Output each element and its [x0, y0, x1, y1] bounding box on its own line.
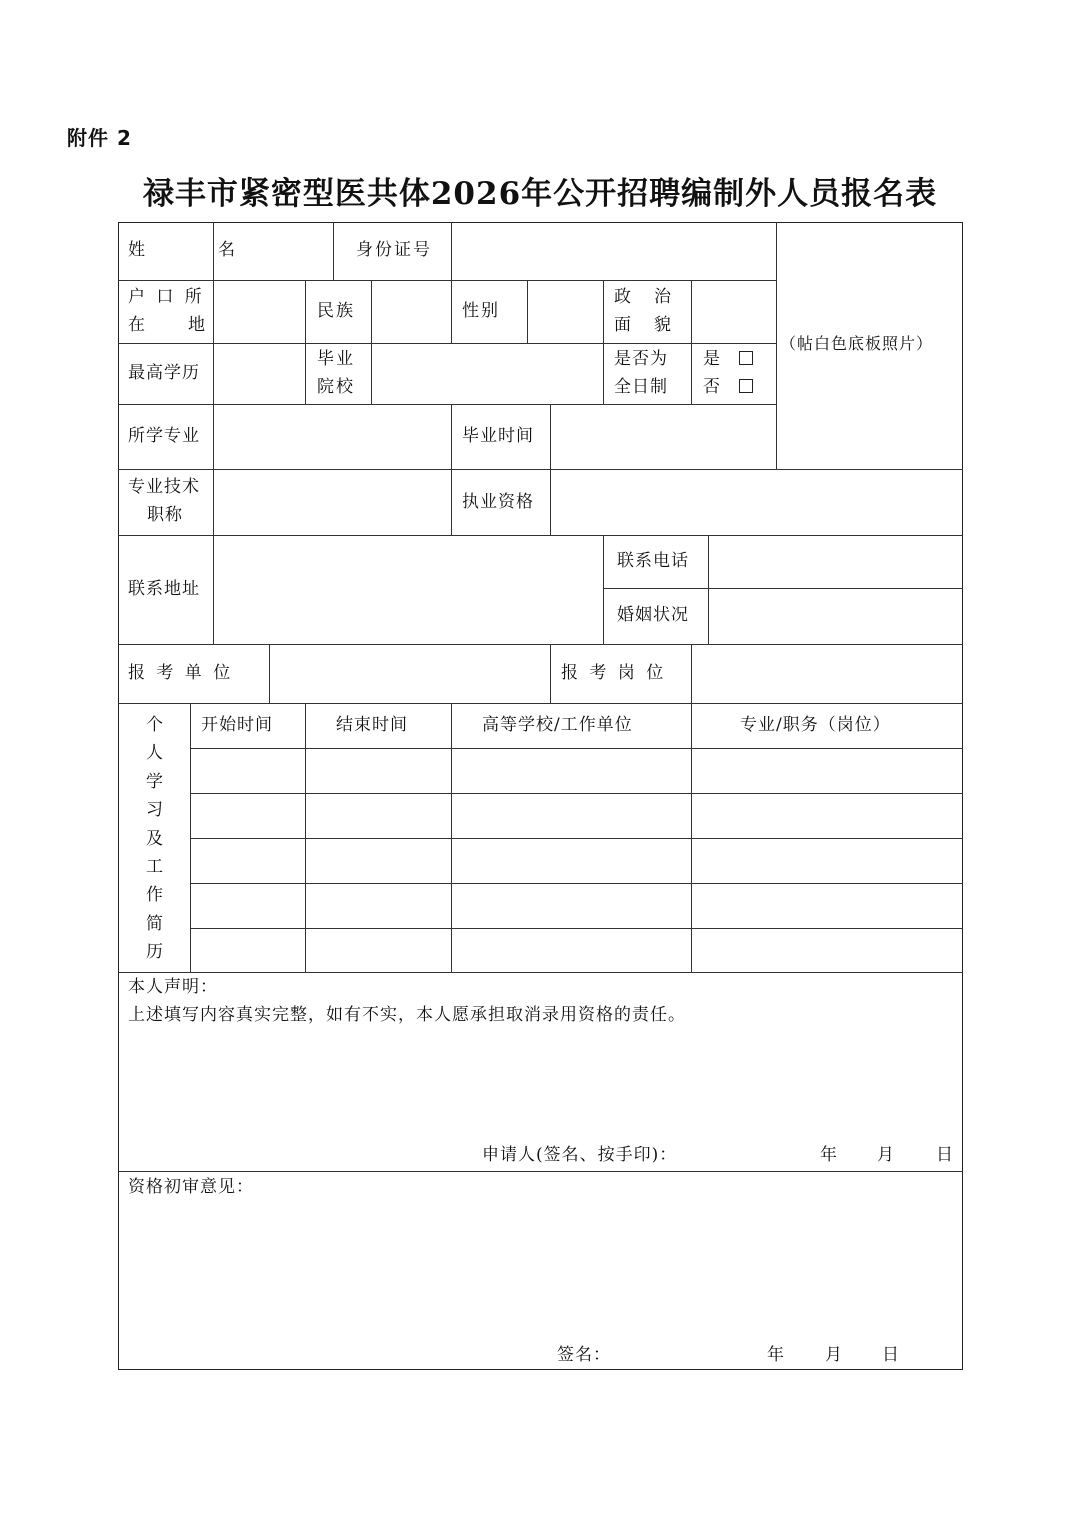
professional-title-label-line1: 专业技术: [128, 477, 200, 497]
political-label-line2: 面 貌: [614, 315, 674, 335]
column-divider: [603, 535, 604, 644]
resume-label-char: 及: [146, 828, 163, 849]
row-divider: [118, 972, 963, 973]
fulltime-label-line1: 是否为: [614, 349, 668, 369]
graduate-school-label-line1: 毕业: [317, 349, 355, 369]
review-heading: 资格初审意见：: [128, 1177, 254, 1197]
column-divider: [691, 644, 692, 972]
row-divider: [118, 644, 963, 645]
row-divider: [118, 404, 776, 405]
fulltime-yes-label: 是: [703, 349, 721, 369]
row-divider: [118, 280, 776, 281]
column-divider: [451, 404, 452, 535]
fulltime-label-line2: 全日制: [614, 377, 668, 397]
row-divider: [118, 343, 776, 344]
form-title: 禄丰市紧密型医共体2026年公开招聘编制外人员报名表: [142, 176, 938, 212]
review-year: 年: [767, 1345, 785, 1365]
attachment-label: 附件 2: [67, 126, 132, 150]
column-divider: [190, 703, 191, 972]
resume-label-char: 人: [146, 743, 163, 764]
declaration-year: 年: [820, 1145, 838, 1165]
name-label: 姓 名: [128, 240, 263, 260]
resume-header-school: 高等学校/工作单位: [482, 715, 633, 735]
resume-label-char: 习: [146, 800, 163, 821]
political-label-line1: 政 治: [614, 287, 674, 307]
address-label: 联系地址: [128, 579, 200, 599]
phone-label: 联系电话: [617, 551, 689, 571]
row-divider: [603, 588, 963, 589]
ethnicity-label: 民族: [317, 301, 355, 321]
household-label-line1: 户 口 所: [128, 287, 205, 307]
fulltime-yes-option[interactable]: [703, 345, 753, 373]
column-divider: [305, 280, 306, 404]
column-divider: [305, 703, 306, 972]
fulltime-no-option[interactable]: [703, 373, 753, 401]
gender-label: 性别: [462, 301, 500, 321]
column-divider: [776, 222, 777, 469]
applicant-signature-label: 申请人(签名、按手印)：: [482, 1145, 678, 1165]
declaration-text: 上述填写内容真实完整，如有不实，本人愿承担取消录用资格的责任。: [128, 1005, 686, 1025]
column-divider: [691, 280, 692, 404]
review-day: 日: [882, 1345, 900, 1365]
column-divider: [451, 703, 452, 972]
row-divider: [118, 1171, 963, 1172]
photo-label: （帖白色底板照片）: [780, 334, 934, 353]
graduation-time-label: 毕业时间: [462, 426, 534, 446]
declaration-day: 日: [936, 1145, 954, 1165]
review-month: 月: [825, 1345, 843, 1365]
declaration-heading: 本人声明：: [128, 977, 218, 997]
checkbox-icon[interactable]: [739, 351, 753, 365]
fulltime-no-label: 否: [703, 377, 721, 397]
column-divider: [550, 644, 551, 703]
id-number-label: 身份证号: [356, 240, 432, 260]
column-divider: [550, 404, 551, 535]
qualification-label: 执业资格: [462, 492, 534, 512]
major-label: 所学专业: [128, 426, 200, 446]
apply-unit-label: 报 考 单 位: [128, 663, 234, 683]
resume-header-end: 结束时间: [336, 715, 408, 735]
household-label-line2: 在 地: [128, 315, 208, 335]
resume-label-char: 个: [146, 715, 163, 735]
column-divider: [371, 280, 372, 404]
resume-header-position: 专业/职务（岗位）: [740, 715, 891, 735]
checkbox-icon[interactable]: [739, 379, 753, 393]
column-divider: [708, 535, 709, 644]
resume-label-char: 工: [146, 857, 163, 878]
resume-label-char: 历: [146, 942, 163, 963]
reviewer-signature-label: 签名：: [557, 1345, 611, 1365]
resume-label-char: 学: [146, 771, 163, 792]
row-divider: [118, 535, 963, 536]
resume-header-start: 开始时间: [201, 715, 273, 735]
column-divider: [603, 280, 604, 404]
column-divider: [213, 222, 214, 644]
declaration-month: 月: [877, 1145, 895, 1165]
marital-status-label: 婚姻状况: [617, 605, 689, 625]
apply-post-label: 报 考 岗 位: [561, 663, 667, 683]
education-label: 最高学历: [128, 363, 200, 383]
resume-label-char: 作: [146, 885, 163, 906]
column-divider: [451, 222, 452, 343]
row-divider: [118, 703, 963, 704]
column-divider: [527, 280, 528, 343]
professional-title-label-line2: 职称: [147, 505, 183, 525]
column-divider: [333, 222, 334, 280]
row-divider: [118, 469, 963, 470]
resume-section-label: [146, 711, 162, 967]
column-divider: [269, 644, 270, 703]
resume-label-char: 简: [146, 913, 163, 934]
graduate-school-label-line2: 院校: [317, 377, 355, 397]
